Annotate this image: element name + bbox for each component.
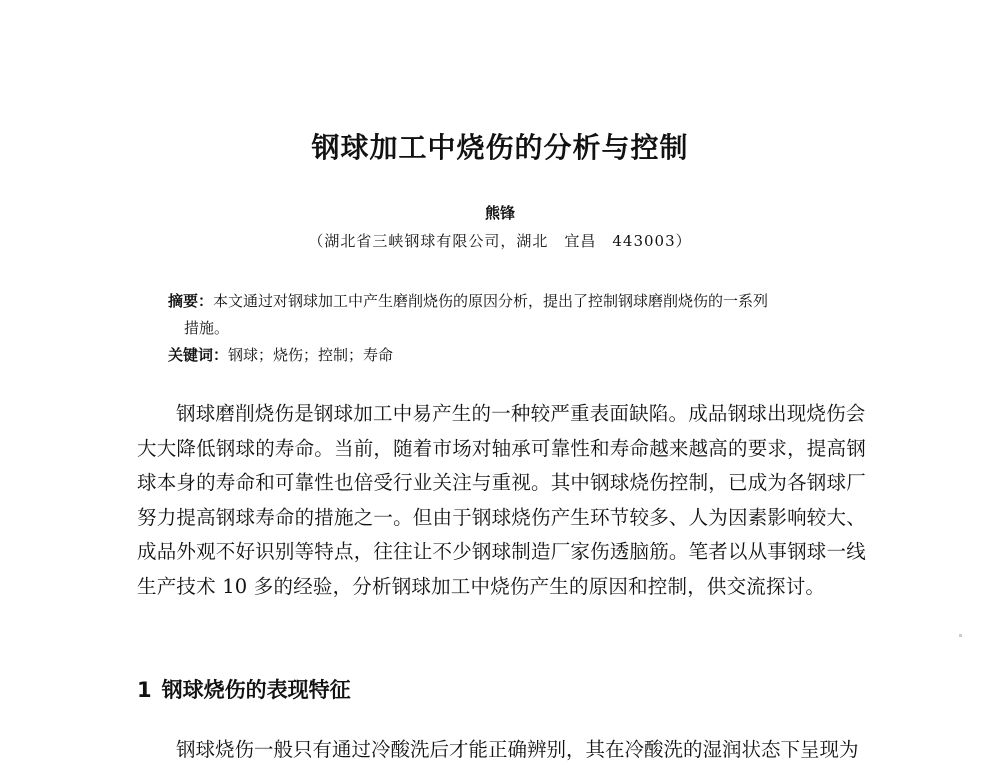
intro-paragraph (137, 397, 877, 604)
keywords-label: 关键词： (168, 346, 229, 364)
paper-title: 钢球加工中烧伤的分析与控制 (311, 131, 689, 164)
section-1-paragraph (137, 733, 877, 768)
intro-line-1: 钢球磨削烧伤是钢球加工中易产生的一种较严重表面缺陷。成品钢球出现烧伤会 (176, 402, 866, 425)
keywords-text: 钢球；烧伤；控制；寿命 (228, 346, 394, 364)
abstract-text-line2: 措施。 (184, 319, 230, 337)
keywords (168, 342, 868, 369)
scan-artifact (959, 634, 962, 637)
intro-line-2: 大大降低钢球的寿命。当前，随着市场对轴承可靠性和寿命越来越高的要求，提高钢 (137, 436, 866, 460)
intro-line-3: 球本身的寿命和可靠性也倍受行业关注与重视。其中钢球烧伤控制，已成为各钢球厂 (137, 471, 866, 494)
intro-line-6: 生产技术 10 多的经验，分析钢球加工中烧伤产生的原因和控制，供交流探讨。 (137, 574, 826, 598)
section-1-heading (137, 674, 351, 704)
intro-line-4: 努力提高钢球寿命的措施之一。但由于钢球烧伤产生环节较多、人为因素影响较大、 (137, 505, 866, 529)
section-1-number: 1 (137, 678, 152, 702)
author-name: 熊锋 (484, 204, 515, 222)
abstract (168, 288, 868, 342)
author-affiliation: （湖北省三峡钢球有限公司，湖北 宜昌 443003） (308, 232, 692, 250)
intro-line-5: 成品外观不好识别等特点，往往让不少钢球制造厂家伤透脑筋。笔者以从事钢球一线 (137, 540, 866, 563)
abstract-text-line1: 本文通过对钢球加工中产生磨削烧伤的原因分析，提出了控制钢球磨削烧伤的一系列 (213, 292, 769, 310)
section-1-line-1: 钢球烧伤一般只有通过冷酸洗后才能正确辨别，其在冷酸洗的湿润状态下呈现为 (176, 738, 859, 761)
section-1-title: 钢球烧伤的表现特征 (161, 678, 351, 702)
abstract-label: 摘要： (168, 292, 214, 310)
